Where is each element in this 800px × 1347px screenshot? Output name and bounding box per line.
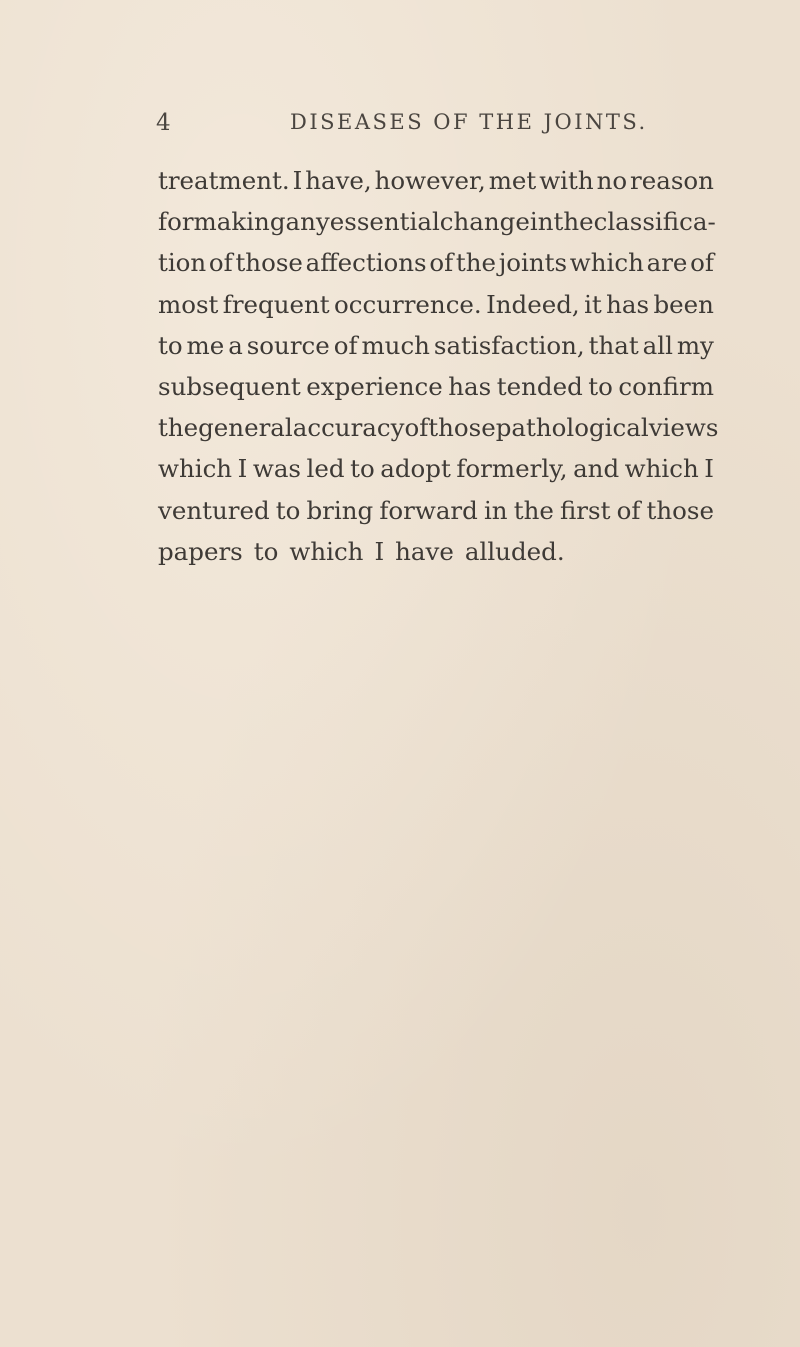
word: first [559,495,611,525]
word: satisfaction, [433,330,585,360]
word: the [553,207,594,237]
word: my [676,330,714,360]
word: ventured [158,495,270,525]
word: led [306,454,345,484]
word: however, [374,166,486,195]
word: making [193,207,286,237]
word: source [246,330,330,360]
running-head [156,110,714,146]
word: of [616,495,641,525]
word: to [350,454,375,484]
word: those [235,248,303,278]
text-line [158,366,714,407]
word: I [374,536,385,566]
word: that [588,330,639,360]
text-line [158,407,719,448]
word: which [158,454,233,484]
word: a [228,330,243,360]
word: alluded. [464,536,565,566]
word: for [158,207,194,237]
word: the [455,248,496,278]
word: essential [329,207,440,237]
page-number: 4 [156,110,171,136]
word: met [488,166,537,195]
word: adopt [380,454,451,484]
word: most [158,289,219,319]
word: me [186,330,225,360]
word: which [624,454,699,484]
word: tion [158,248,207,278]
text-line [158,201,714,242]
word: which [289,536,364,566]
word: affections [305,248,427,278]
word: to [158,330,183,360]
word: of [333,330,358,360]
text-line [158,284,714,325]
word: those [428,413,496,443]
word: bring [306,495,374,525]
word: treatment. [158,166,290,195]
word: accuracy [292,413,405,443]
word: to [253,536,279,566]
word: have [395,536,454,566]
word: tended [496,371,583,401]
word: experience [306,371,443,401]
word: was [252,454,301,484]
word: and [573,454,620,484]
text-line [158,325,714,366]
word: I [704,454,714,484]
word: much [361,330,430,360]
word: frequent [222,289,330,319]
word: of [208,248,233,278]
word: I [237,454,248,484]
word: pathological [495,413,649,443]
word: of [404,413,429,443]
text-line [158,490,714,531]
text-line [158,242,714,283]
text-line [158,531,714,572]
word: has [606,289,650,319]
word: the [513,495,554,525]
word: to [588,371,613,401]
word: confirm [618,371,714,401]
word: with [539,166,594,195]
word: it [584,289,602,319]
word: of [429,248,454,278]
word: formerly, [456,454,568,484]
word: in [483,495,508,525]
running-title: DISEASES OF THE JOINTS. [290,110,648,134]
word: Indeed, [486,289,580,319]
word: joints [498,248,568,278]
word: has [448,371,492,401]
word: classifica- [593,207,716,237]
word: the [158,413,199,443]
word: of [690,248,714,278]
word: views [648,413,719,443]
text-line [158,448,714,489]
body-paragraph [158,160,719,572]
word: change [439,207,530,237]
word: are [646,248,688,278]
word: papers [158,536,243,566]
word: forward [379,495,478,525]
word: in [529,207,554,237]
word: subsequent [158,371,301,401]
word: no [596,166,628,195]
word: I [292,166,303,195]
text-line [158,160,714,201]
word: occurrence. [334,289,482,319]
word: reason [630,166,714,195]
word: which [569,248,644,278]
word: all [642,330,673,360]
word: been [653,289,714,319]
word: general [198,413,293,443]
word: to [275,495,301,525]
word: those [646,495,714,525]
word: have, [305,166,372,195]
word: any [285,207,330,237]
